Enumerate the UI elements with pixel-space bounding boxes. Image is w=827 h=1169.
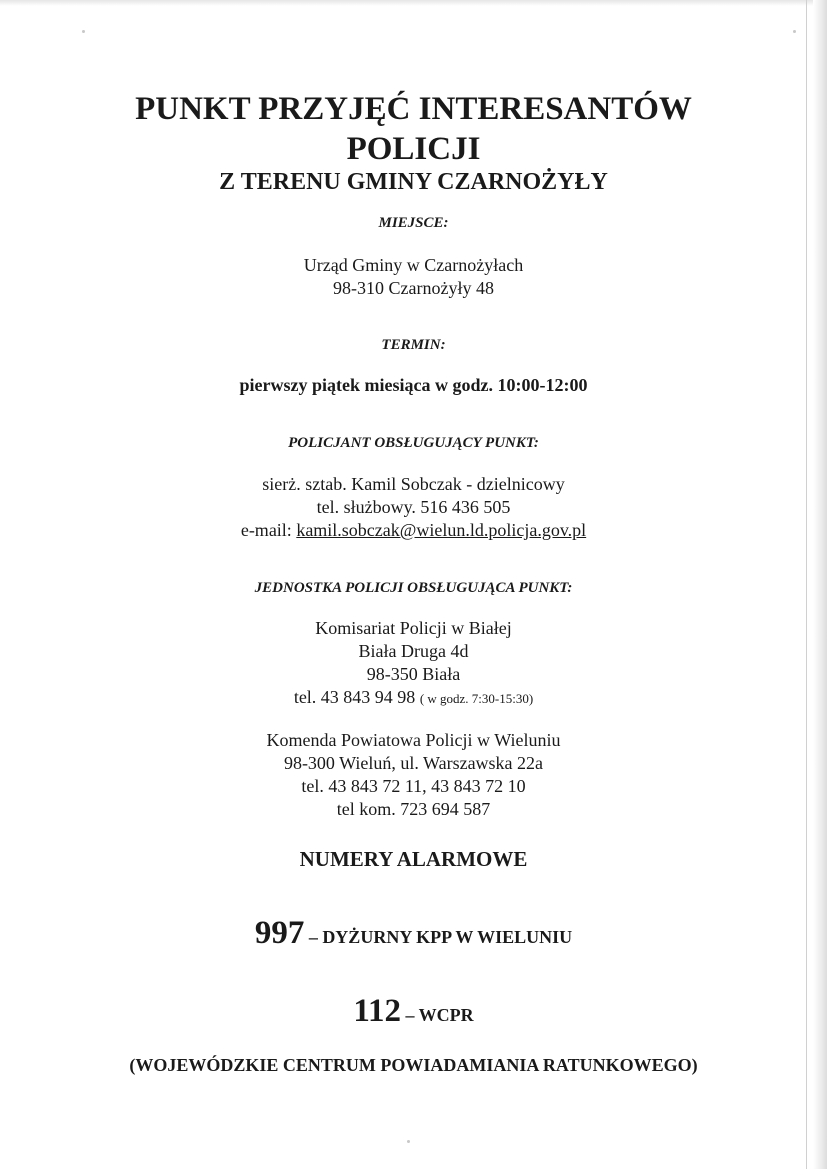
term-label: TERMIN:: [381, 337, 446, 353]
officer-label: POLICJANT OBSŁUGUJĄCY PUNKT:: [288, 435, 539, 451]
alarm-number-997-line: [0, 914, 827, 952]
unit-label: JEDNOSTKA POLICJI OBSŁUGUJĄCA PUNKT:: [254, 580, 573, 596]
page-subtitle: Z TERENU GMINY CZARNOŻYŁY: [219, 169, 608, 195]
term-value: pierwszy piątek miesiąca w godz. 10:00-12:00: [239, 375, 588, 395]
place-line2: 98-310 Czarnożyły 48: [333, 278, 494, 298]
officer-email-line: [0, 519, 827, 541]
station2-mobile: tel kom. 723 694 587: [336, 799, 491, 819]
station1-name: Komisariat Policji w Białej: [315, 618, 512, 638]
alarm-footnote: (WOJEWÓDZKIE CENTRUM POWIADAMIANIA RATUNKOWEGO): [129, 1055, 698, 1075]
alarm-heading: NUMERY ALARMOWE: [299, 847, 528, 871]
alarm-number-997: 997: [254, 915, 305, 951]
scan-edge-top: [0, 0, 827, 6]
page-title-line2: POLICJI: [346, 131, 481, 167]
place-line1: Urząd Gminy w Czarnożyłach: [303, 255, 524, 275]
scan-dust: [793, 30, 796, 33]
station1-hours: ( w godz. 7:30-15:30): [419, 691, 534, 706]
email-prefix: e-mail:: [240, 520, 297, 540]
station1-street: Biała Druga 4d: [358, 641, 469, 661]
officer-phone: tel. służbowy. 516 436 505: [316, 497, 511, 517]
alarm-number-997-desc: – DYŻURNY KPP W WIELUNIU: [304, 927, 573, 947]
email-link[interactable]: kamil.sobczak@wielun.ld.policja.gov.pl: [296, 520, 587, 540]
station1-phone: tel. 43 843 94 98: [293, 687, 416, 707]
station1-city: 98-350 Biała: [366, 664, 461, 684]
alarm-number-112-line: [0, 992, 827, 1030]
station2-phone: tel. 43 843 72 11, 43 843 72 10: [301, 776, 526, 796]
station2-address: 98-300 Wieluń, ul. Warszawska 22a: [283, 753, 544, 773]
place-label: MIEJSCE:: [378, 215, 449, 231]
scan-dust: [82, 30, 85, 33]
page-title-line1: PUNKT PRZYJĘĆ INTERESANTÓW: [135, 91, 692, 127]
officer-name: sierż. sztab. Kamil Sobczak - dzielnicowy: [262, 474, 565, 494]
station1-phone-line: [0, 686, 827, 710]
station2-name: Komenda Powiatowa Policji w Wieluniu: [266, 730, 561, 750]
alarm-number-112-desc: – WCPR: [401, 1005, 474, 1025]
scan-dust: [407, 1140, 410, 1143]
alarm-number-112: 112: [353, 993, 401, 1029]
